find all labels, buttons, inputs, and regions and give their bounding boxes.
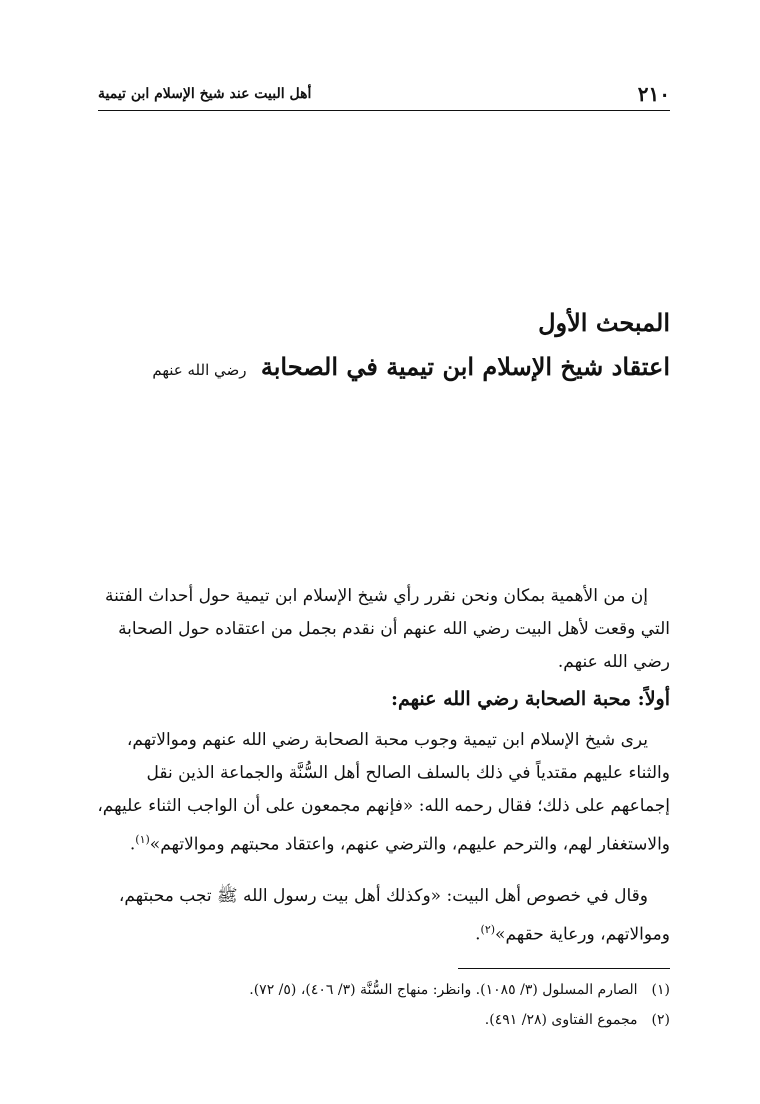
footnote-2 (90, 1010, 670, 1030)
footnote-text: مجموع الفتاوى (٢٨/ ٤٩١). (484, 1012, 638, 1028)
footnote-ref-1[interactable]: (١) (135, 833, 150, 846)
chapter-title (152, 352, 670, 381)
paragraph-ahl-al-bayt (90, 880, 670, 952)
paragraph-text: وقال في خصوص أهل البيت: «وكذلك أهل بيت رسول الله ﷺ تجب محبتهم، وموالاتهم، ورعاية حقهم» (118, 886, 670, 945)
footnote-text: الصارم المسلول (٣/ ١٠٨٥). وانظر: منهاج السُّنَّة (٣/ ٤٠٦)، (٥/ ٧٢). (249, 982, 638, 998)
section-heading: المبحث الأول (538, 308, 670, 337)
footnote-divider (458, 968, 670, 969)
paragraph-end: . (129, 834, 136, 855)
page-header (98, 80, 670, 111)
footnote-number: (١) (651, 982, 670, 998)
footnote-number: (٢) (651, 1012, 670, 1028)
honorific-mark: رضي الله عنهم (152, 361, 247, 379)
running-title: أهل البيت عند شيخ الإسلام ابن تيمية (98, 86, 312, 102)
footnote-1 (90, 980, 670, 1000)
subsection-heading: أولاً: محبة الصحابة رضي الله عنهم: (391, 688, 670, 710)
paragraph-text: يرى شيخ الإسلام ابن تيمية وجوب محبة الصحابة رضي الله عنهم وموالاتهم، والثناء عليهم مقتدياً في ذلك بالسلف الصالح أهل السُّنَّة والجماعة الذين نقل إجماعهم على ذلك؛ فقال رحمه الله: «فإنهم مجمعون على أن الواجب الثناء عليهم، والاستغفار لهم، والترحم عليهم، والترضي عنهم، واعتقاد محبتهم وموالاتهم» (97, 730, 670, 855)
page-number: ٢١٠ (637, 82, 670, 106)
paragraph-end: . (475, 924, 481, 945)
paragraph-companions-love (90, 724, 670, 862)
intro-paragraph: إن من الأهمية بمكان ونحن نقرر رأي شيخ الإسلام ابن تيمية حول أحداث الفتنة التي وقعت لأهل البيت رضي الله عنهم أن نقدم بجمل من اعتقاده حول الصحابة رضي الله عنهم. (105, 586, 670, 672)
footnote-ref-2[interactable]: (٢) (480, 923, 496, 936)
chapter-title-text: اعتقاد شيخ الإسلام ابن تيمية في الصحابة (260, 352, 670, 381)
